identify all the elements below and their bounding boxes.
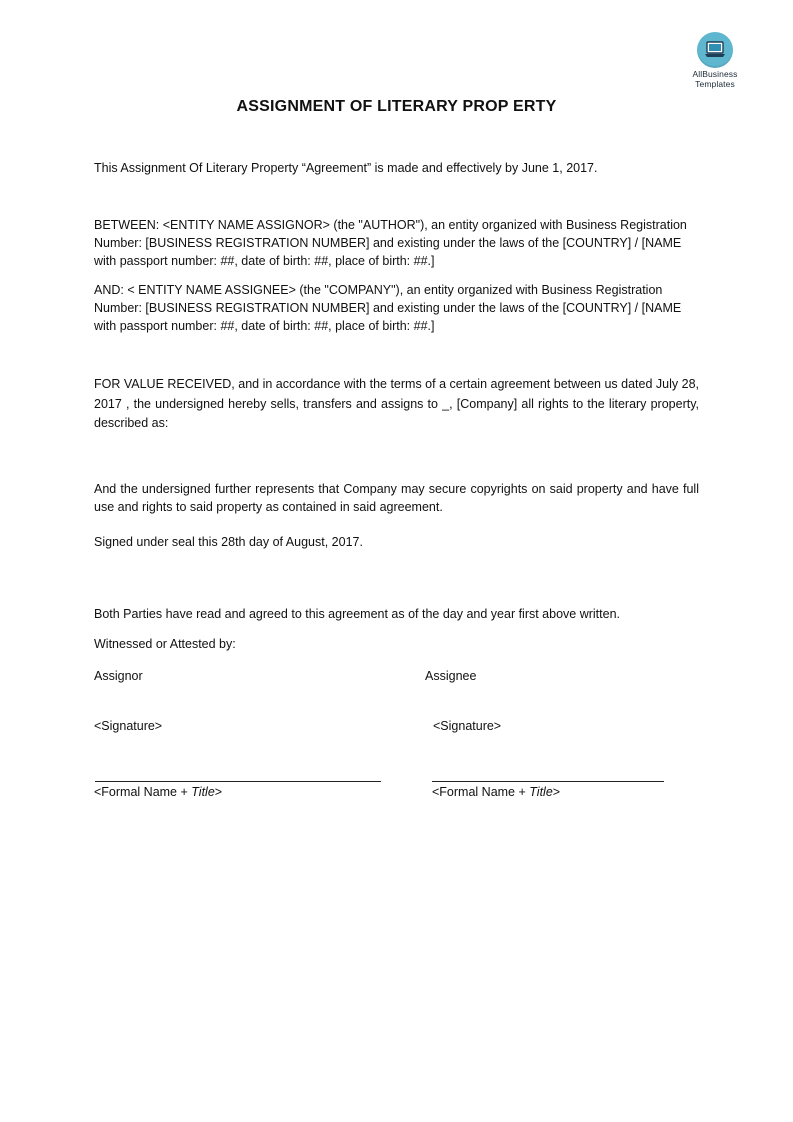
witnessed-paragraph: Witnessed or Attested by: xyxy=(94,637,236,651)
assignee-formal-suffix: > xyxy=(552,785,561,799)
assignee-label: Assignee xyxy=(425,669,477,683)
value-received-paragraph: FOR VALUE RECEIVED, and in accordance with the terms of a certain agreement between us dated July 28, 2017 , the undersigned hereby sells, transfers and assigns to _, [Company] all rights to the literary property, described as: xyxy=(94,377,699,430)
allbusiness-logo xyxy=(684,32,746,89)
between-paragraph: BETWEEN: <ENTITY NAME ASSIGNOR> (the "AUTHOR"), an entity organized with Business Registration Number: [BUSINESS REGISTRATION NUMBER] and existing under the laws of the [COUNTRY] / [NAME with passport number: ##, date of birth: ##, place of birth: ##.] xyxy=(94,218,687,268)
assignor-label: Assignor xyxy=(94,669,143,683)
assignor-signature-line xyxy=(95,781,381,782)
assignor-signature: <Signature> xyxy=(94,719,163,733)
assignee-formal-name xyxy=(432,783,560,801)
assignee-signature: <Signature> xyxy=(433,719,502,733)
represents-paragraph: And the undersigned further represents that Company may secure copyrights on said property and have full use and rights to said property as contained in said agreement. xyxy=(94,482,699,514)
assignee-formal-title: Title xyxy=(529,785,553,799)
assignor-formal-suffix: > xyxy=(214,785,223,799)
assignor-formal-prefix: <Formal Name + xyxy=(94,785,192,799)
logo-line-1: AllBusiness xyxy=(692,69,738,79)
document-title: ASSIGNMENT OF LITERARY PROP ERTY xyxy=(236,98,557,115)
signed-paragraph: Signed under seal this 28th day of August, 2017. xyxy=(94,535,363,549)
both-parties-paragraph: Both Parties have read and agreed to this agreement as of the day and year first above written. xyxy=(94,607,621,621)
laptop-icon xyxy=(697,32,733,68)
assignor-formal-title: Title xyxy=(191,785,215,799)
assignor-formal-name xyxy=(94,783,222,801)
logo-text xyxy=(684,69,746,89)
logo-line-2: Templates xyxy=(695,79,735,89)
assignee-signature-line xyxy=(432,781,664,782)
intro-paragraph: This Assignment Of Literary Property “Agreement” is made and effectively by June 1, 2017. xyxy=(94,161,598,175)
assignee-formal-prefix: <Formal Name + xyxy=(432,785,530,799)
and-paragraph: AND: < ENTITY NAME ASSIGNEE> (the "COMPANY"), an entity organized with Business Registration Number: [BUSINESS REGISTRATION NUMBER] and existing under the laws of the [COUNTRY] / [NAME with passport number: ##, date of birth: ##, place of birth: ##.] xyxy=(94,283,682,333)
